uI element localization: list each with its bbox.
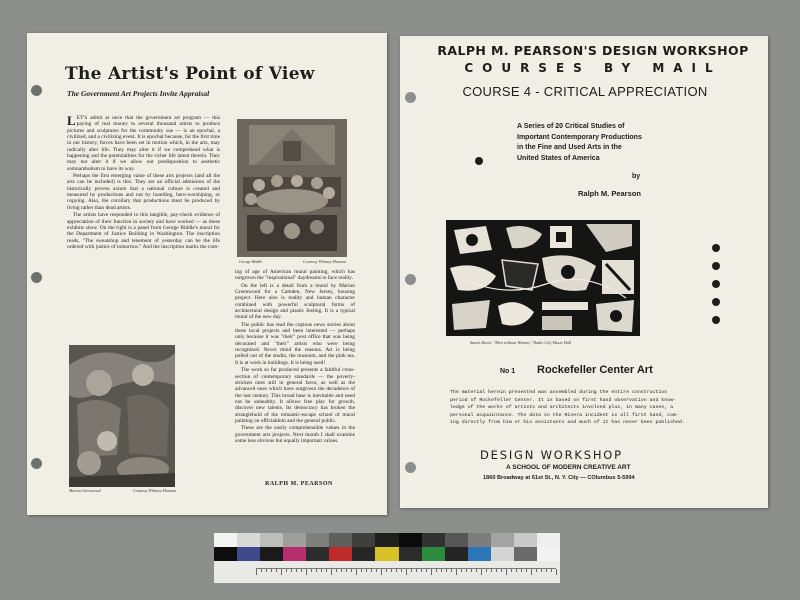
ruler-tick	[521, 569, 522, 572]
ruler-tick	[276, 569, 277, 572]
color-swatch	[237, 547, 260, 561]
ruler-tick	[321, 569, 322, 572]
binder-hole	[405, 462, 416, 473]
ruler-tick	[381, 569, 382, 575]
ruler-tick	[341, 569, 342, 572]
color-swatch	[375, 547, 398, 561]
ruler-tick	[536, 569, 537, 572]
article-paragraph-7: The work so far produced presents a faithful cross-section of contemporary standards — the poverty-stricken ones still in general favor, as well as the advanced ones which have outgrown the decadence of the last century. This broad base is inevitable and need not be unhealthy. It allows free play for growth, discover new talents. Its democracy has broken the stranglehold of the romantic-escape school of mural painting on officialdom and the general public.	[235, 367, 355, 424]
davis-mural-image	[446, 220, 640, 336]
ruler-tick	[481, 569, 482, 575]
article-subtitle: The Government Art Projects Invite Appraisal	[67, 89, 210, 98]
ruler-tick	[256, 569, 257, 575]
ruler-tick	[351, 569, 352, 572]
ruler-tick	[506, 569, 507, 575]
article-paragraph-6: The public has read the copious news stories about these local projects and been interested — perhaps only because it was "their" post office that was being decorated and "their" artists who were being recognized. Never mind the reasons. Art is being pulled out of the studio, the museum, and the pink tea. It is at work in buildings. It is being used!	[235, 321, 355, 366]
ruler-tick	[456, 569, 457, 575]
article-paragraph-8: These are the easily comprehensible values in the government arts projects. Next month I shall examine some less obvious but equally important values.	[235, 425, 355, 444]
ruler-tick	[296, 569, 297, 572]
ruler-tick	[486, 569, 487, 572]
article-paragraph-1: LET'S admit at once that the government art program — this paying of real money to several thousand artists to produce pictures and sculptures for the community use — is an epochal, a civilized, and a civilizing event. It is epochal because, for the first time in our history, forces have been set in motion which, in the arts, may radically alter life. They may alter it if we comprehend what is happening and the potentialities for the richer life latent therein. They may not alter it if we allow our predisposition to aesthetic somnambulism to have its way.	[67, 115, 220, 172]
ruler-tick	[431, 569, 432, 575]
binder-hole	[405, 274, 416, 285]
course-title: COURSE 4 - CRITICAL APPRECIATION	[462, 84, 708, 99]
ruler-tick	[306, 569, 307, 575]
caption-greenwood-credit: Courtesy Whitney Museum	[133, 488, 177, 493]
ruler-tick	[371, 569, 372, 572]
ruler-tick	[496, 569, 497, 572]
caption-greenwood: Marion Greenwood	[69, 488, 101, 493]
footer-address: 1860 Broadway at 61st St., N. Y. City — COlumbus 5-5994	[483, 475, 635, 481]
color-swatch	[491, 547, 514, 561]
color-swatch	[260, 547, 283, 561]
color-swatch	[399, 533, 422, 547]
ruler-tick	[546, 569, 547, 572]
color-swatch	[306, 547, 329, 561]
bullet-mark	[475, 157, 483, 165]
lesson-number: No 1	[500, 368, 516, 375]
ruler-tick	[356, 569, 357, 575]
ruler-tick	[386, 569, 387, 572]
ruler-tick	[476, 569, 477, 572]
bullet-mark	[712, 316, 720, 324]
series-description: A Series of 20 Critical Studies of Important Contemporary Productions in the Fine and Used Arts in the United States of America	[517, 123, 642, 162]
ruler-tick	[451, 569, 452, 572]
ruler-tick	[316, 569, 317, 572]
ruler-tick	[446, 569, 447, 572]
ruler-tick	[416, 569, 417, 572]
color-swatch	[537, 547, 560, 561]
footer-title: DESIGN WORKSHOP	[480, 448, 623, 462]
color-swatch	[237, 533, 260, 547]
color-swatch	[445, 547, 468, 561]
author-name: Ralph M. Pearson	[578, 189, 641, 198]
by-label: by	[632, 173, 641, 180]
color-patch-row	[214, 547, 560, 561]
ruler-tick	[326, 569, 327, 572]
ruler-tick	[311, 569, 312, 572]
ruler-tick	[526, 569, 527, 572]
color-swatch	[214, 533, 237, 547]
lesson-title: Rockefeller Center Art	[537, 364, 653, 376]
color-swatch	[329, 533, 352, 547]
ruler-tick	[301, 569, 302, 572]
color-swatch	[283, 533, 306, 547]
footer-school: A SCHOOL OF MODERN CREATIVE ART	[506, 464, 631, 471]
ruler-tick	[461, 569, 462, 572]
ruler-tick	[551, 569, 552, 572]
ruler-tick	[491, 569, 492, 572]
ruler-tick	[361, 569, 362, 572]
color-swatch	[352, 547, 375, 561]
caption-biddle: George Biddle	[239, 259, 263, 264]
bullet-mark	[712, 262, 720, 270]
color-swatch	[214, 547, 237, 561]
ruler-tick	[376, 569, 377, 572]
workshop-heading: RALPH M. PEARSON'S DESIGN WORKSHOP	[437, 43, 749, 58]
ruler-tick	[346, 569, 347, 572]
bullet-mark	[712, 280, 720, 288]
ruler-tick	[421, 569, 422, 572]
gray-scale-row	[214, 533, 560, 547]
article-page	[27, 33, 387, 515]
ruler-tick	[441, 569, 442, 572]
ruler-tick	[511, 569, 512, 572]
article-title: The Artist's Point of View	[65, 64, 315, 84]
ruler-tick	[426, 569, 427, 572]
binder-hole	[31, 272, 42, 283]
biddle-mural-image	[237, 119, 347, 257]
ruler-tick	[396, 569, 397, 572]
ruler-tick	[401, 569, 402, 572]
ruler-tick	[336, 569, 337, 572]
article-paragraph-5: On the left is a detail from a mural by Marion Greenwood for a Camden, New Jersey, housing project. Here also is reality and human character combined with powerful sculptural forms of architectural design and plastic feeling. It is a typical mural of the new day.	[235, 282, 355, 321]
courses-heading: COURSES BY MAIL	[464, 61, 722, 75]
drop-cap: L	[67, 115, 76, 128]
scale-ruler	[256, 568, 556, 578]
ruler-tick	[266, 569, 267, 572]
color-swatch	[491, 533, 514, 547]
article-column-1	[67, 115, 220, 293]
color-swatch	[352, 533, 375, 547]
ruler-tick	[531, 569, 532, 575]
color-swatch	[422, 547, 445, 561]
ruler-tick	[391, 569, 392, 572]
course-page	[400, 36, 768, 508]
color-swatch	[445, 533, 468, 547]
binder-hole	[405, 92, 416, 103]
ruler-tick	[471, 569, 472, 572]
color-swatch	[514, 533, 537, 547]
ruler-tick	[366, 569, 367, 572]
ruler-tick	[271, 569, 272, 572]
color-swatch	[283, 547, 306, 561]
article-paragraph-2: Perhaps the first emerging value of these arts projects (and all the arts can be included) is this: They are an official admission of the historically proven axiom that a national culture is created and measured by productions and not by hoarding, hero-worshiping, or copying. Also, the corollary that productions must be produced by living rather than dead artists.	[67, 173, 220, 211]
ruler-tick	[556, 569, 557, 575]
color-calibration-target	[214, 533, 560, 583]
color-swatch	[422, 533, 445, 547]
ruler-tick	[281, 569, 282, 575]
ruler-tick	[406, 569, 407, 575]
ruler-tick	[261, 569, 262, 572]
color-swatch	[399, 547, 422, 561]
ruler-tick	[541, 569, 542, 572]
ruler-tick	[466, 569, 467, 572]
bullet-mark	[712, 244, 720, 252]
color-swatch	[468, 547, 491, 561]
lesson-body: The material herein presented was assembled during the entire construction period of Rockefeller Center. It is based on first hand observation and know- ledge of the works of artists and architects involved plus, in many cases, a personal acquaintance. The data on the Rivera incident is all first hand, com- ing directly from him or his assistants and much of it has never been published.	[450, 390, 685, 426]
binder-hole	[31, 85, 42, 96]
ruler-tick	[501, 569, 502, 572]
ruler-tick	[436, 569, 437, 572]
ruler-tick	[411, 569, 412, 572]
article-column-2	[235, 269, 355, 493]
davis-caption: Stuart Davis: "Men without Women," Radio City Music Hall	[470, 340, 572, 345]
binder-hole	[31, 458, 42, 469]
article-byline: RALPH M. PEARSON	[265, 481, 333, 487]
ruler-tick	[331, 569, 332, 575]
ruler-tick	[516, 569, 517, 572]
article-paragraph-4: ing of age of American mural painting, which has outgrown the "inspirational" daydreams to face reality.	[235, 269, 355, 282]
color-swatch	[514, 547, 537, 561]
color-swatch	[260, 533, 283, 547]
color-swatch	[537, 533, 560, 547]
color-swatch	[306, 533, 329, 547]
color-swatch	[329, 547, 352, 561]
color-swatch	[375, 533, 398, 547]
caption-biddle-credit: Courtesy Whitney Museum	[303, 259, 347, 264]
ruler-tick	[286, 569, 287, 572]
greenwood-mural-image	[69, 345, 175, 487]
bullet-mark	[712, 298, 720, 306]
ruler-tick	[291, 569, 292, 572]
color-swatch	[468, 533, 491, 547]
article-paragraph-3: The artists have responded to this tangible, pay-check evidence of appreciation of their function in society and have worked — as these exhibits show. On the right is a panel from George Biddle's mural for the Department of Justice Building in Washington. The inscription reads, "The sweatshop and tenement of yesterday can be the life ordered with justice of tomorrow." And the inscription marks the com-	[67, 212, 220, 250]
